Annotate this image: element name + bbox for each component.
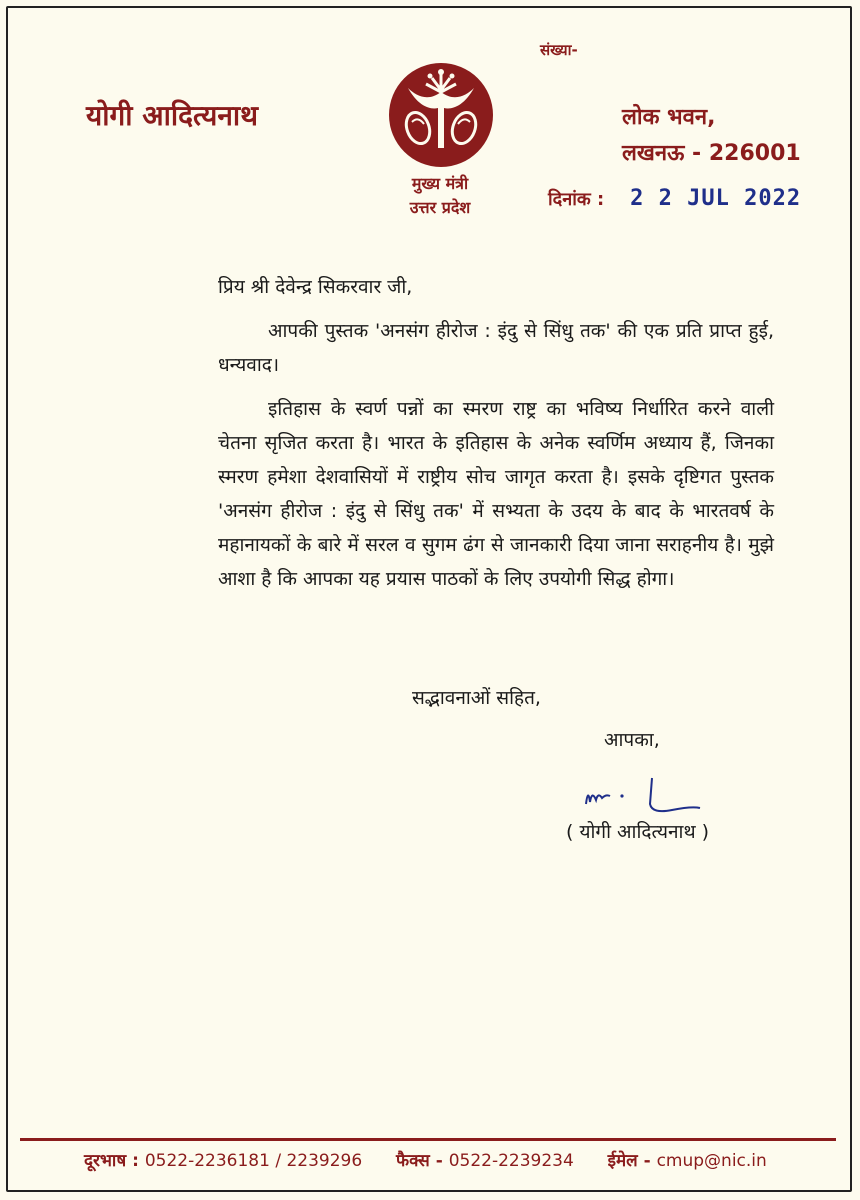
date-row <box>548 186 801 211</box>
designation-line1: मुख्य मंत्री <box>411 174 469 193</box>
date-label: दिनांक : <box>548 189 605 210</box>
paragraph-2: इतिहास के स्वर्ण पन्नों का स्मरण राष्ट्र का भविष्य निर्धारित करने वाली चेतना सृजित करता है। भारत के इतिहास के अनेक स्वर्णिम अध्याय हैं, जिनका स्मरण हमेशा देशवासियों में राष्ट्रीय सोच जागृत करता है। इसके दृष्टिगत पुस्तक 'अनसंग हीरोज : इंदु से सिंधु तक' में सभ्यता के उदय के बाद के भारतवर्ष के महानायकों के बारे में सरल व सुगम ढंग से जानकारी दिया जाना सराहनीय है। मुझे आशा है कि आपका यह प्रयास पाठकों के लिए उपयोगी सिद्ध होगा। <box>218 398 774 590</box>
office-address <box>622 100 801 172</box>
closing-line: सद्भावनाओं सहित, <box>412 687 541 709</box>
address-line1: लोक भवन, <box>622 105 716 130</box>
designation-line2: उत्तर प्रदेश <box>409 198 471 217</box>
designation-label <box>370 172 510 220</box>
footer-divider <box>20 1138 836 1141</box>
up-state-emblem-icon <box>388 62 494 168</box>
phone-value: 0522-2236181 / 2239296 <box>144 1151 363 1171</box>
email-value: cmup@nic.in <box>656 1151 767 1171</box>
date-stamp: 2 2 JUL 2022 <box>630 186 802 211</box>
paragraph-1: आपकी पुस्तक 'अनसंग हीरोज : इंदु से सिंधु तक' की एक प्रति प्राप्त हुई, धन्यवाद। <box>218 320 774 376</box>
letter-body <box>218 270 774 606</box>
reference-number-label: संख्या- <box>540 41 578 59</box>
phone-label: दूरभाष : <box>84 1151 139 1171</box>
fax-label: फैक्स - <box>396 1151 443 1171</box>
letterhead-name: योगी आदित्यनाथ <box>86 99 259 132</box>
fax-value: 0522-2239234 <box>448 1151 574 1171</box>
footer-contact <box>84 1148 767 1171</box>
yours-line: आपका, <box>604 729 660 751</box>
email-label: ईमेल - <box>607 1151 651 1171</box>
address-line2: लखनऊ - 226001 <box>622 141 801 166</box>
handwritten-signature <box>582 774 712 822</box>
salutation: प्रिय श्री देवेन्द्र सिकरवार जी, <box>218 276 413 298</box>
signer-name: ( योगी आदित्यनाथ ) <box>566 821 710 843</box>
